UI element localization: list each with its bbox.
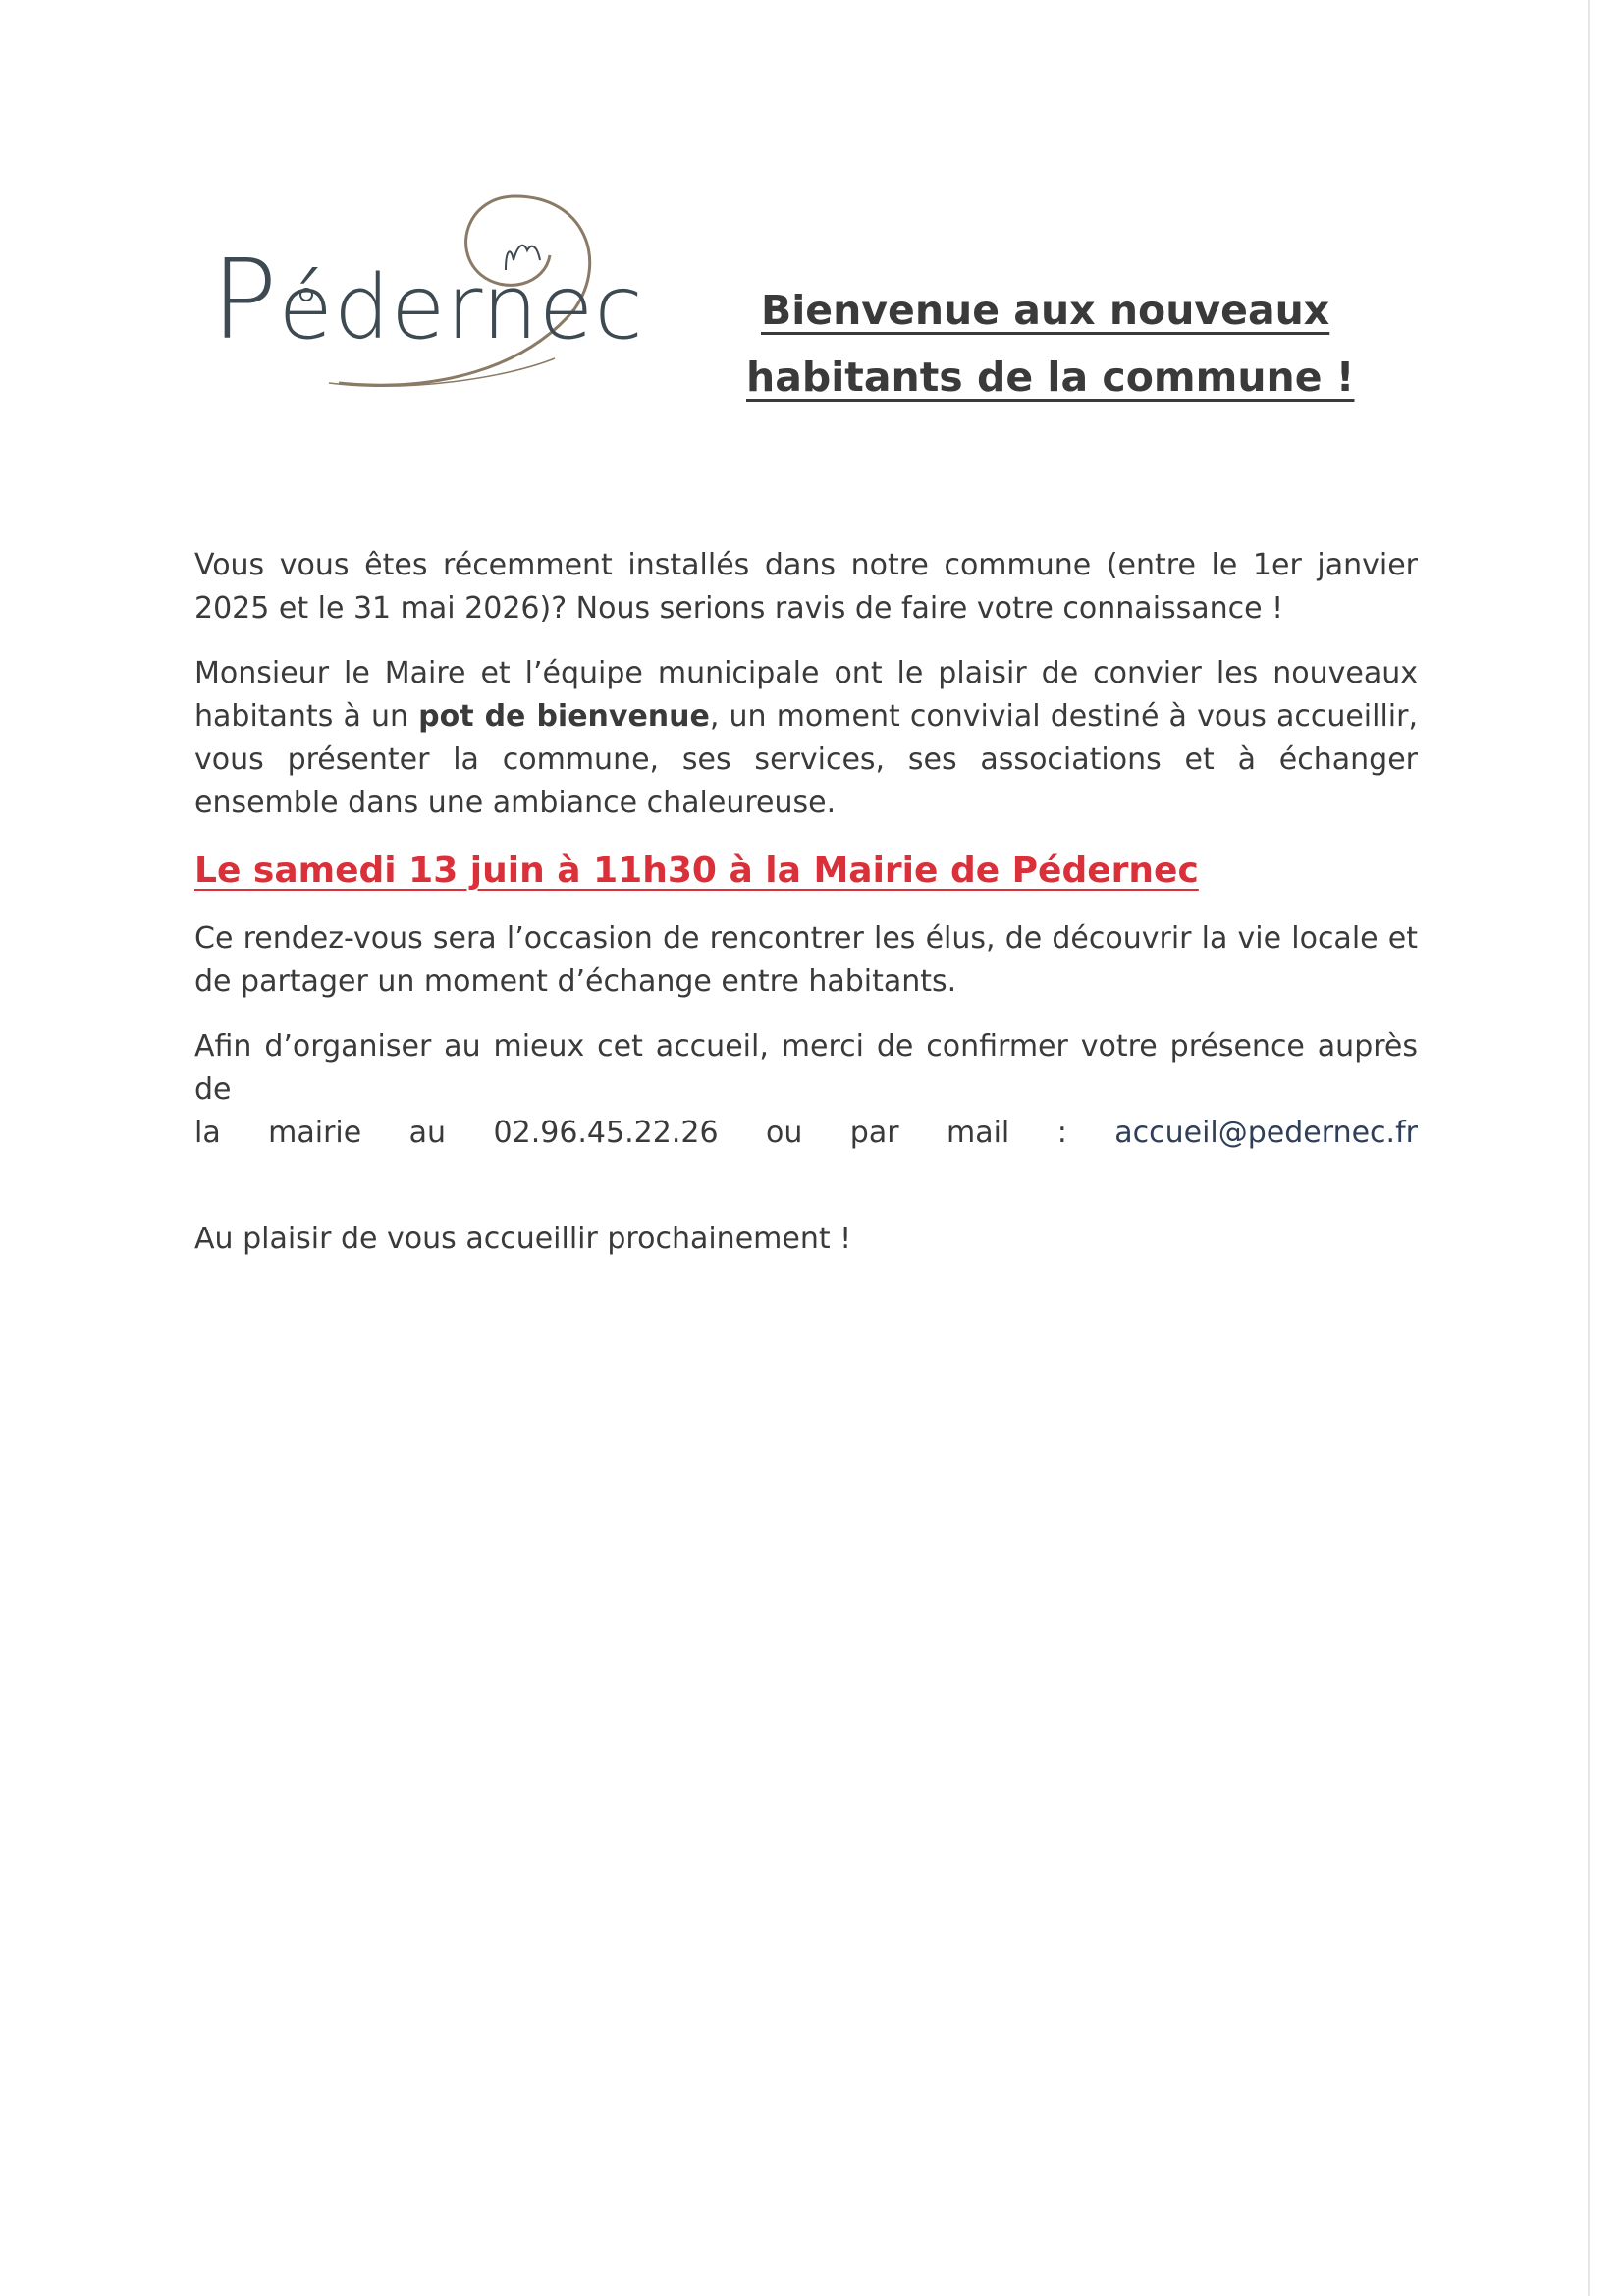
logo-letter-p: P: [211, 237, 279, 364]
letter-body: [194, 544, 1418, 1283]
event-date-line: Le samedi 13 juin à 11h30 à la Mairie de Pédernec: [194, 850, 1199, 891]
title-line-2: habitants de la commune !: [746, 354, 1355, 401]
contact-word: mairie: [268, 1116, 362, 1150]
invitation-text-end: , un moment convivial destiné à vous accueillir, vous présenter la commune, ses services, ses associations et à échanger ensemble dans une ambiance chaleureuse.: [194, 699, 1419, 820]
contact-word: mail: [946, 1116, 1010, 1150]
occasion-paragraph: Ce rendez-vous sera l’occasion de rencontrer les élus, de découvrir la vie locale et de partager un moment d’échange entre habitants.: [194, 921, 1418, 999]
invitation-highlight: pot de bienvenue: [418, 699, 710, 734]
phone-number: 02.96.45.22.26: [493, 1116, 719, 1150]
pedernec-logo: [211, 191, 644, 398]
confirm-paragraph: Afin d’organiser au mieux cet accueil, merci de confirmer votre présence auprès de: [194, 1029, 1418, 1107]
closing-line: Au plaisir de vous accueillir prochainement !: [194, 1222, 852, 1256]
page-title: [746, 277, 1355, 410]
logo-letter-rest: édernec: [278, 256, 644, 359]
contact-word: par: [849, 1116, 899, 1150]
contact-line: [194, 1112, 1418, 1155]
title-line-1: Bienvenue aux nouveaux: [761, 287, 1330, 334]
invitation-paragraph: [194, 652, 1418, 825]
email-link[interactable]: accueil@pedernec.fr: [1114, 1116, 1418, 1150]
invitation-text-start: Monsieur le Maire et l’équipe municipale ont le plaisir de convier les nouveaux habitants à un: [194, 656, 1418, 734]
page-edge: [1588, 0, 1590, 2296]
contact-word: ou: [765, 1116, 803, 1150]
logo-text: [211, 237, 644, 364]
contact-word: la: [194, 1116, 221, 1150]
intro-paragraph: Vous vous êtes récemment installés dans notre commune (entre le 1er janvier 2025 et le 31 mai 2026)? Nous serions ravis de faire votre connaissance !: [194, 548, 1418, 626]
contact-word: :: [1056, 1116, 1067, 1150]
contact-word: au: [408, 1116, 447, 1150]
